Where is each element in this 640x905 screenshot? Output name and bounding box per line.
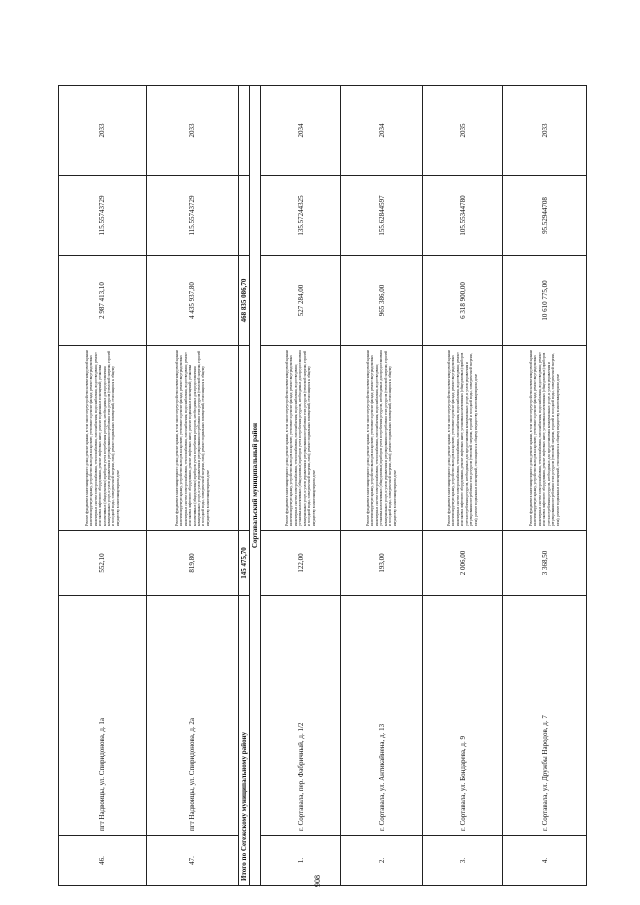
- address-cell: г. Сортавала, ул. Бондарева, д. 9: [423, 596, 503, 836]
- table-container: [58, 86, 584, 886]
- total-label: Итого по Сегежскому муниципальному району: [239, 596, 250, 886]
- rate-cell: 115.55743729: [59, 176, 147, 256]
- table-row: [503, 86, 587, 886]
- rotated-table: [58, 86, 584, 886]
- year-cell: 2033: [503, 86, 587, 176]
- area-cell: 3 368,50: [503, 531, 587, 596]
- row-number: 3.: [423, 836, 503, 886]
- row-number: 47.: [147, 836, 239, 886]
- address-cell: г. Сортавала, ул. Дружбы Народов, д. 7: [503, 596, 587, 836]
- address-cell: г. Сортавала, пер. Фабричный, д. 1/2: [261, 596, 341, 836]
- table-row: [341, 86, 423, 886]
- table-row: [423, 86, 503, 886]
- year-cell: 2035: [423, 86, 503, 176]
- table-row: [261, 86, 341, 886]
- year-cell: 2033: [147, 86, 239, 176]
- district-row: [250, 86, 261, 886]
- row-number: 2.: [341, 836, 423, 886]
- year-cell: 2034: [341, 86, 423, 176]
- repair-program-table: [58, 85, 587, 886]
- cost-cell: 10 610 775,00: [503, 256, 587, 346]
- works-cell: Ремонт фундамента многоквартирного дома; ремонт крыши, в том числе переустройство невентилируемой крыши на вентилируемую крышу, устройство выходов на кровлю; утепление и ремонт фасада; ремонт внутридомовых инженерных систем электроснабжения, теплоснабжения, газоснабжения, водоснабжения, водоотведения; ремонт или замена лифтового оборудования, ремонт лифтовых шахт; ремонт подвальных помещений; установка коллективных (общедомовых) приборов учета потребления ресурсов, необходимых для предоставления коммунальных услуг, и узлов управления и регулирования потребления этих ресурсов (тепловой энергии, горячей и холодной воды, электрической энергии, газа); ремонт подвальных помещений, относящихся к общему имуществу в многоквартирном доме: [59, 346, 147, 531]
- row-number: 1.: [261, 836, 341, 886]
- cost-cell: 2 987 413,10: [59, 256, 147, 346]
- year-cell: 2034: [261, 86, 341, 176]
- page-number: 908: [313, 875, 322, 887]
- works-cell: Ремонт фундамента многоквартирного дома; ремонт крыши, в том числе переустройство невентилируемой крыши на вентилируемую крышу, устройство выходов на кровлю; утепление и ремонт фасада; ремонт внутридомовых инженерных систем электроснабжения, теплоснабжения, газоснабжения, водоснабжения, водоотведения; ремонт или замена лифтового оборудования, ремонт лифтовых шахт; ремонт подвальных помещений; установка коллективных (общедомовых) приборов учета потребления ресурсов, необходимых для предоставления коммунальных услуг, и узлов управления и регулирования потребления этих ресурсов (тепловой энергии, горячей и холодной воды, электрической энергии, газа); ремонт подвальных помещений, относящихся к общему имуществу в многоквартирном доме: [147, 346, 239, 531]
- cost-cell: 527 284,00: [261, 256, 341, 346]
- rate-cell: 105.55344780: [423, 176, 503, 256]
- rate-cell: 135.57244325: [261, 176, 341, 256]
- table-row: [147, 86, 239, 886]
- total-empty-cell: [239, 86, 250, 176]
- area-cell: 193,00: [341, 531, 423, 596]
- row-number: 4.: [503, 836, 587, 886]
- address-cell: пгт Надвоицы, ул. Спиридонова, д. 1а: [59, 596, 147, 836]
- cost-cell: 965 386,00: [341, 256, 423, 346]
- rate-cell: 155.62844597: [341, 176, 423, 256]
- year-cell: 2033: [59, 86, 147, 176]
- total-cost: 468 835 086,70: [239, 256, 250, 346]
- total-empty-cell: [239, 346, 250, 531]
- area-cell: 122,00: [261, 531, 341, 596]
- address-cell: г. Сортавала, ул. Антикайнена, д. 13: [341, 596, 423, 836]
- rate-cell: 115.55743729: [147, 176, 239, 256]
- works-cell: Ремонт фундамента многоквартирного дома; ремонт крыши, в том числе переустройство невентилируемой крыши на вентилируемую крышу, устройство выходов на кровлю; утепление и ремонт фасада; ремонт внутридомовых инженерных систем электроснабжения, теплоснабжения, газоснабжения, водоснабжения, водоотведения; ремонт или замена лифтового оборудования, ремонт лифтовых шахт; установка коллективных (общедомовых) приборов учета потребления ресурсов, необходимых для предоставления коммунальных услуг, и узлов управления и регулирования потребления этих ресурсов (тепловой энергии, горячей и холодной воды, электрической энергии, газа); ремонт подвальных помещений, относящихся к общему имуществу в многоквартирном доме: [503, 346, 587, 531]
- table-row: [59, 86, 147, 886]
- area-cell: 2 006,00: [423, 531, 503, 596]
- area-cell: 552,10: [59, 531, 147, 596]
- works-cell: Ремонт фундамента многоквартирного дома; ремонт крыши, в том числе переустройство невентилируемой крыши на вентилируемую крышу, устройство выходов на кровлю; утепление и ремонт фасада; ремонт внутридомовых инженерных систем электроснабжения, теплоснабжения, газоснабжения, водоснабжения, водоотведения; установка коллективных (общедомовых) приборов учета потребления ресурсов, необходимых для предоставления коммунальных услуг, и узлов управления и регулирования потребления этих ресурсов (тепловой энергии, горячей и холодной воды, электрической энергии, газа); ремонт подвальных помещений, относящихся к общему имуществу в многоквартирном доме: [341, 346, 423, 531]
- row-number: 46.: [59, 836, 147, 886]
- works-cell: Ремонт фундамента многоквартирного дома; ремонт крыши, в том числе переустройство невентилируемой крыши на вентилируемую крышу, устройство выходов на кровлю; утепление и ремонт фасада; ремонт внутридомовых инженерных систем электроснабжения, теплоснабжения, газоснабжения, водоснабжения, водоотведения; ремонт или замена лифтового оборудования, ремонт лифтовых шахт; установка коллективных (общедомовых) приборов учета потребления ресурсов, необходимых для предоставления коммунальных услуг, и узлов управления и регулирования потребления этих ресурсов (тепловой энергии, горячей и холодной воды, электрической энергии, газа); ремонт подвальных помещений, относящихся к общему имуществу в многоквартирном доме: [423, 346, 503, 531]
- district-name: Сортавальский муниципальный район: [250, 86, 261, 886]
- rate-cell: 95.52944708: [503, 176, 587, 256]
- total-row: [239, 86, 250, 886]
- works-cell: Ремонт фундамента многоквартирного дома; ремонт крыши, в том числе переустройство невентилируемой крыши на вентилируемую крышу, устройство выходов на кровлю; утепление и ремонт фасада; ремонт внутридомовых инженерных систем электроснабжения, теплоснабжения, газоснабжения, водоснабжения, водоотведения; установка коллективных (общедомовых) приборов учета потребления ресурсов, необходимых для предоставления коммунальных услуг, и узлов управления и регулирования потребления этих ресурсов (тепловой энергии, горячей и холодной воды, электрической энергии, газа); ремонт подвальных помещений, относящихся к общему имуществу в многоквартирном доме: [261, 346, 341, 531]
- cost-cell: 6 318 900,00: [423, 256, 503, 346]
- cost-cell: 4 435 937,80: [147, 256, 239, 346]
- total-area: 145 475,70: [239, 531, 250, 596]
- total-empty-cell: [239, 176, 250, 256]
- area-cell: 819,80: [147, 531, 239, 596]
- address-cell: пгт Надвоицы, ул. Спиридонова, д. 2а: [147, 596, 239, 836]
